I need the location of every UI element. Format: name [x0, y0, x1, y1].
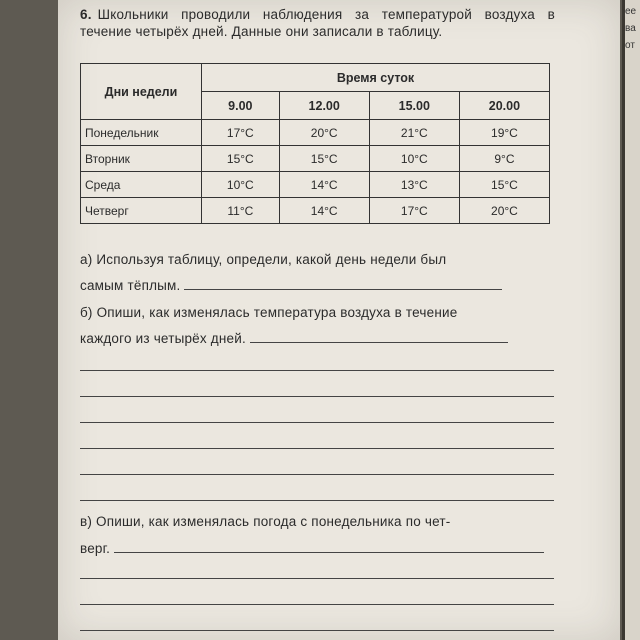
question-b-text: каждого из четырёх дней.	[80, 331, 246, 346]
question-c-line2	[80, 541, 555, 556]
temp-cell: 20°C	[459, 198, 549, 224]
temp-cell: 10°C	[202, 172, 280, 198]
table-row	[81, 172, 550, 198]
temp-cell: 20°C	[279, 120, 369, 146]
temp-cell: 14°C	[279, 172, 369, 198]
temp-cell: 13°C	[369, 172, 459, 198]
day-cell: Понедельник	[81, 120, 202, 146]
answer-line[interactable]	[80, 630, 554, 631]
task-number: 6.	[80, 7, 92, 22]
time-header-cell: 12.00	[279, 92, 369, 120]
next-page-edge	[622, 0, 640, 640]
margin-text: ее	[625, 6, 637, 17]
question-c-text: верг.	[80, 541, 111, 556]
temp-cell: 17°C	[369, 198, 459, 224]
temperature-table	[80, 63, 550, 224]
answer-line[interactable]	[80, 370, 554, 371]
table-row	[81, 198, 550, 224]
day-cell: Вторник	[81, 146, 202, 172]
answer-line[interactable]	[114, 552, 544, 553]
table-row	[81, 146, 550, 172]
temp-cell: 14°C	[279, 198, 369, 224]
question-a-line2	[80, 278, 555, 293]
task-statement	[80, 6, 555, 40]
question-a-line1: а) Используя таблицу, определи, какой день недели был	[80, 252, 447, 267]
temp-cell: 11°C	[202, 198, 280, 224]
answer-line[interactable]	[80, 474, 554, 475]
temp-cell: 15°C	[202, 146, 280, 172]
temp-cell: 9°C	[459, 146, 549, 172]
answer-line[interactable]	[80, 578, 554, 579]
margin-text: от	[625, 40, 635, 51]
task-text: Школьники проводили наблюдения за температурой воздуха в течение четырёх дней. Данные они записали в таблицу.	[80, 7, 555, 39]
temp-cell: 17°C	[202, 120, 280, 146]
temp-cell: 15°C	[279, 146, 369, 172]
time-header-cell: 20.00	[459, 92, 549, 120]
question-b-line2	[80, 331, 555, 346]
answer-line[interactable]	[80, 422, 554, 423]
answer-line[interactable]	[80, 448, 554, 449]
day-cell: Среда	[81, 172, 202, 198]
answer-line[interactable]	[250, 342, 508, 343]
time-header-cell: 15.00	[369, 92, 459, 120]
time-header-cell: 9.00	[202, 92, 280, 120]
answer-line[interactable]	[80, 604, 554, 605]
temp-cell: 19°C	[459, 120, 549, 146]
day-column-header: Дни недели	[81, 64, 202, 120]
day-cell: Четверг	[81, 198, 202, 224]
temp-cell: 10°C	[369, 146, 459, 172]
temp-cell: 21°C	[369, 120, 459, 146]
question-a-text: самым тёплым.	[80, 278, 181, 293]
answer-line[interactable]	[80, 396, 554, 397]
time-column-header: Время суток	[202, 64, 550, 92]
margin-text: ва	[625, 23, 636, 34]
question-b-line1: б) Опиши, как изменялась температура воздуха в течение	[80, 305, 458, 320]
answer-line[interactable]	[80, 500, 554, 501]
temp-cell: 15°C	[459, 172, 549, 198]
answer-line[interactable]	[184, 289, 502, 290]
table-row	[81, 120, 550, 146]
question-c-line1: в) Опиши, как изменялась погода с понедельника по чет-	[80, 514, 451, 529]
